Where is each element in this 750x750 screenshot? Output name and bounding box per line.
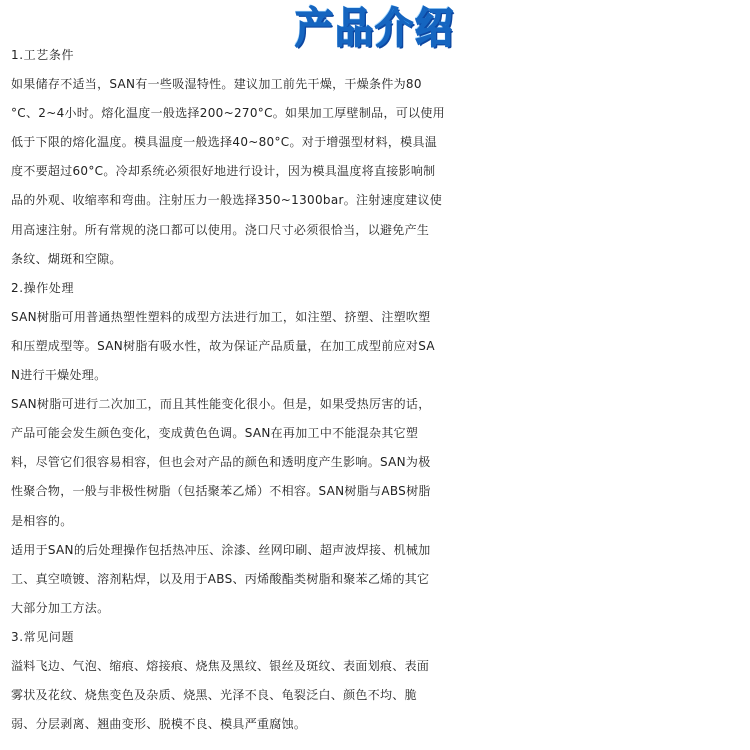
text-line: 和压塑成型等。SAN树脂有吸水性，故为保证产品质量，在加工成型前应对SA: [11, 338, 435, 353]
text-line: 适用于SAN的后处理操作包括热冲压、涂漆、丝网印刷、超声波焊接、机械加: [11, 542, 431, 557]
text-line: 用高速注射。所有常规的浇口都可以使用。浇口尺寸必须很恰当，以避免产生: [11, 222, 430, 237]
text-line: 料，尽管它们很容易相容，但也会对产品的颜色和透明度产生影响。SAN为极: [11, 455, 431, 470]
text-line: 弱、分层剥离、翘曲变形、脱模不良、模具严重腐蚀。: [11, 717, 307, 732]
text-line: 性聚合物，一般与非极性树脂（包括聚苯乙烯）不相容。SAN树脂与ABS树脂: [11, 484, 431, 499]
text-line: 品的外观、收缩率和弯曲。注射压力一般选择350~1300bar。注射速度建议使: [11, 193, 443, 208]
text-line: 低于下限的熔化温度。模具温度一般选择40~80°C。对于增强型材料，模具温: [11, 135, 438, 150]
text-line: SAN树脂可进行二次加工，而且其性能变化很小。但是，如果受热厉害的话，: [11, 397, 431, 412]
text-line: SAN树脂可用普通热塑性塑料的成型方法进行加工，如注塑、挤塑、注塑吹塑: [11, 309, 431, 324]
text-line: °C、2~4小时。熔化温度一般选择200~270°C。如果加工厚壁制品，可以使用: [11, 106, 445, 121]
section-heading-operation: 2.操作处理: [11, 280, 75, 295]
text-line: N进行干燥处理。: [11, 368, 107, 383]
section-heading-common-problems: 3.常见问题: [11, 629, 75, 644]
text-line: 工、真空喷镀、溶剂粘焊，以及用于ABS、丙烯酸酯类树脂和聚苯乙烯的其它: [11, 571, 430, 586]
text-line: 大部分加工方法。: [11, 600, 110, 615]
text-line: 溢料飞边、气泡、缩痕、熔接痕、烧焦及黑纹、银丝及斑纹、表面划痕、表面: [11, 658, 430, 673]
text-line: 条纹、煳斑和空隙。: [11, 251, 122, 266]
text-line: 是相容的。: [11, 513, 73, 528]
text-line: 雾状及花纹、烧焦变色及杂质、烧黑、光泽不良、龟裂泛白、颜色不均、脆: [11, 688, 417, 703]
page-title: 产品介绍: [294, 3, 455, 53]
text-line: 度不要超过60°C。冷却系统必须很好地进行设计，因为模具温度将直接影响制: [11, 164, 436, 179]
document-body: [11, 41, 741, 739]
text-line: 产品可能会发生颜色变化，变成黄色色调。SAN在再加工中不能混杂其它塑: [11, 426, 419, 441]
text-line: 如果储存不适当，SAN有一些吸湿特性。建议加工前先干燥，干燥条件为80: [11, 77, 422, 92]
section-heading-process-conditions: 1.工艺条件: [11, 48, 75, 62]
